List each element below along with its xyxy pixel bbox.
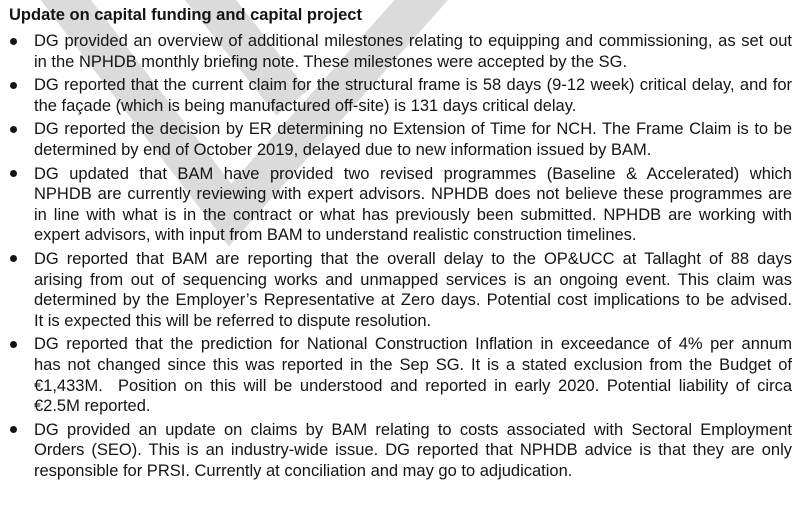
- text-line: DG updated that BAM have provided two revised programmes (Baseline & Accelerated) which: [34, 164, 792, 183]
- text-line: arising from out of sequencing works and unmapped services is an ongoing event. This claim was: [34, 270, 792, 289]
- text-line: DG reported that BAM are reporting that the overall delay to the OP&UCC at Tallaght of 88 days: [34, 249, 792, 268]
- bullet-icon: [10, 38, 17, 45]
- bullet-text: [34, 119, 792, 160]
- text-line: Orders (SEO). This is an industry-wide issue. DG reported that NPHDB advice is that they are only: [34, 441, 792, 460]
- text-line: responsible for PRSI. Currently at conciliation and may go to adjudication.: [34, 461, 573, 480]
- text-line: determined by end of October 2019, delayed due to new information issued by BAM.: [34, 140, 652, 159]
- text-line: expert advisors, with input from BAM to understand realistic construction timelines.: [34, 226, 637, 245]
- bullet-text: [34, 75, 792, 116]
- text-line: DG reported that the current claim for the structural frame is 58 days (9-12 week) critical delay, and for: [34, 76, 792, 95]
- list-item: [0, 249, 800, 331]
- bullet-icon: [10, 255, 17, 262]
- text-line: has not changed since this was reported in the Sep SG. It is a stated exclusion from the Budget of: [34, 355, 792, 374]
- bullet-icon: [10, 341, 17, 348]
- bullet-list: [0, 31, 800, 481]
- bullet-icon: [10, 126, 17, 133]
- text-line: €2.5M reported.: [34, 397, 151, 416]
- text-line: €1,433M. Position on this will be understood and reported in early 2020. Potential liability of circa: [34, 376, 792, 395]
- bullet-icon: [10, 170, 17, 177]
- text-line: NPHDB are currently reviewing with expert advisors. NPHDB does not believe these programmes are: [34, 185, 792, 204]
- text-line: the façade (which is being manufactured off-site) is 131 days critical delay.: [34, 96, 577, 115]
- bullet-text: [34, 164, 792, 246]
- bullet-icon: [10, 426, 17, 433]
- list-item: [0, 420, 800, 482]
- bullet-text: [34, 249, 792, 331]
- page-title: Update on capital funding and capital project: [9, 6, 362, 24]
- list-item: [0, 31, 800, 72]
- text-line: DG provided an overview of additional milestones relating to equipping and commissioning, as set out: [34, 32, 792, 50]
- bullet-text: [34, 334, 792, 416]
- bullet-icon: [10, 82, 17, 89]
- text-line: determined by the Employer’s Representative at Zero days. Potential cost implications to be advised.: [34, 291, 792, 310]
- text-line: It is expected this will be referred to dispute resolution.: [34, 311, 432, 330]
- text-line: in the NPHDB monthly briefing note. These milestones were accepted by the SG.: [34, 52, 628, 71]
- list-item: [0, 164, 800, 246]
- bullet-text: [34, 420, 792, 482]
- text-line: DG reported the decision by ER determining no Extension of Time for NCH. The Frame Claim is to be: [34, 120, 792, 139]
- list-item: [0, 334, 800, 416]
- text-line: DG reported that the prediction for National Construction Inflation in exceedance of 4% per annum: [34, 335, 792, 354]
- text-line: in line with what is in the contract or what has previously been submitted. NPHDB are working with: [34, 205, 792, 224]
- text-line: DG provided an update on claims by BAM relating to costs associated with Sectoral Employment: [34, 420, 792, 439]
- list-item: [0, 119, 800, 160]
- bullet-text: [34, 31, 792, 72]
- list-item: [0, 75, 800, 116]
